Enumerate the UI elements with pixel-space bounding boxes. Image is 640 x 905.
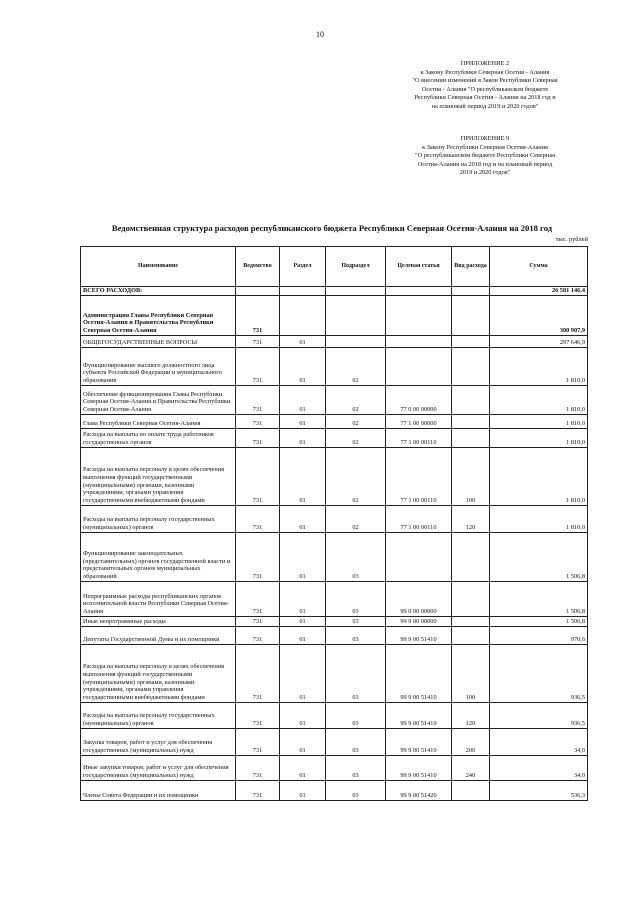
cell-target-article bbox=[386, 336, 452, 348]
cell-subsection: 02 bbox=[326, 429, 386, 448]
cell-ministry: 731 bbox=[236, 627, 280, 645]
cell-target-article: 99 9 00 51410 bbox=[386, 756, 452, 781]
appendix-2-line: на плановый период 2019 и 2020 годов" bbox=[431, 102, 539, 110]
cell-section: 01 bbox=[280, 429, 326, 448]
cell-expense-type bbox=[452, 617, 490, 627]
appendix-2-line: к Закону Республики Северная Осетия - Алания bbox=[420, 68, 550, 76]
cell-subsection: 02 bbox=[326, 448, 386, 506]
cell-section: 01 bbox=[280, 645, 326, 703]
cell-subsection: 03 bbox=[326, 582, 386, 617]
cell-name: Обеспечение функционирования Главы Республики Северная Осетия-Алания и Правительства Республики Северная Осетия-Алания bbox=[81, 386, 236, 415]
table-row bbox=[81, 287, 588, 296]
cell-subsection: 03 bbox=[326, 781, 386, 801]
table-row bbox=[81, 617, 588, 627]
cell-target-article: 99 9 00 51410 bbox=[386, 645, 452, 703]
cell-ministry: 731 bbox=[236, 296, 280, 336]
cell-name: Иные непрограммные расходы bbox=[81, 617, 236, 627]
header-expense-type: Вид расхода bbox=[452, 247, 490, 287]
cell-target-article: 77 1 00 00110 bbox=[386, 448, 452, 506]
cell-expense-type bbox=[452, 386, 490, 415]
cell-target-article: 77 0 00 00000 bbox=[386, 386, 452, 415]
cell-target-article: 99 9 00 51410 bbox=[386, 729, 452, 756]
cell-target-article: 77 1 00 00110 bbox=[386, 506, 452, 533]
cell-amount: 1 506,8 bbox=[490, 582, 588, 617]
cell-expense-type: 240 bbox=[452, 756, 490, 781]
header-amount: Сумма bbox=[490, 247, 588, 287]
cell-expense-type bbox=[452, 336, 490, 348]
cell-subsection: 03 bbox=[326, 617, 386, 627]
cell-expense-type bbox=[452, 415, 490, 429]
appendix-2-line: Осетия - Алания "О республиканском бюджете bbox=[421, 85, 549, 93]
cell-name: Непрограммные расходы республиканских органов исполнительной власти Республики Северная Осетия-Алания bbox=[81, 582, 236, 617]
cell-name: Администрация Главы Республики Северная Осетия-Алания и Правительства Республики Северная Осетия-Алания bbox=[81, 296, 236, 336]
cell-name: Расходы на выплаты персоналу в целях обеспечения выполнения функций государственными (муниципальными) органами, казенными учреждениями, органами управления государственными внебюджетными фондами bbox=[81, 645, 236, 703]
cell-amount: 970,6 bbox=[490, 627, 588, 645]
cell-section: 01 bbox=[280, 756, 326, 781]
cell-subsection: 03 bbox=[326, 756, 386, 781]
cell-section: 01 bbox=[280, 506, 326, 533]
cell-expense-type bbox=[452, 582, 490, 617]
table-row bbox=[81, 781, 588, 801]
cell-section: 01 bbox=[280, 415, 326, 429]
table-row bbox=[81, 703, 588, 729]
cell-amount: 1 506,8 bbox=[490, 533, 588, 582]
cell-target-article: 77 1 00 00000 bbox=[386, 415, 452, 429]
table-row bbox=[81, 729, 588, 756]
cell-expense-type bbox=[452, 287, 490, 296]
cell-name: Члены Совета Федерации и их помощники bbox=[81, 781, 236, 801]
cell-ministry: 731 bbox=[236, 781, 280, 801]
cell-subsection: 02 bbox=[326, 348, 386, 386]
cell-ministry: 731 bbox=[236, 756, 280, 781]
cell-subsection: 03 bbox=[326, 703, 386, 729]
cell-subsection: 03 bbox=[326, 645, 386, 703]
cell-section: 01 bbox=[280, 627, 326, 645]
cell-name: Расходы на выплаты персоналу в целях обеспечения выполнения функций государственными (муниципальными) органами, казенными учреждениями, органами управления государственными внебюджетными фондами bbox=[81, 448, 236, 506]
appendix-2-line: ПРИЛОЖЕНИЕ 2 bbox=[460, 60, 510, 67]
appendix-9-line: к Закону Республики Северная Осетия-Алания bbox=[422, 143, 548, 151]
table-row bbox=[81, 582, 588, 617]
cell-subsection: 03 bbox=[326, 533, 386, 582]
cell-target-article: 99 9 00 51410 bbox=[386, 703, 452, 729]
cell-target-article: 77 1 00 00110 bbox=[386, 429, 452, 448]
appendix-9-line: ПРИЛОЖЕНИЕ 9 bbox=[460, 135, 510, 142]
cell-name: Расходы на выплаты персоналу государственных (муниципальных) органов bbox=[81, 506, 236, 533]
cell-ministry: 731 bbox=[236, 617, 280, 627]
table-row bbox=[81, 627, 588, 645]
cell-ministry: 731 bbox=[236, 533, 280, 582]
header-ministry: Ведомство bbox=[236, 247, 280, 287]
appendix-2-header bbox=[380, 60, 590, 112]
cell-amount: 34,0 bbox=[490, 729, 588, 756]
cell-section: 01 bbox=[280, 617, 326, 627]
cell-name: Функционирование законодательных (представительных) органов государственной власти и представительных органов муниципальных образований bbox=[81, 533, 236, 582]
units-label: тыс. рублей bbox=[555, 236, 588, 243]
cell-ministry: 731 bbox=[236, 415, 280, 429]
cell-amount: 1 810,0 bbox=[490, 448, 588, 506]
cell-ministry: 731 bbox=[236, 582, 280, 617]
cell-target-article: 99 0 00 00000 bbox=[386, 582, 452, 617]
cell-amount: 1 810,0 bbox=[490, 386, 588, 415]
cell-amount: 936,5 bbox=[490, 703, 588, 729]
cell-amount: 1 810,0 bbox=[490, 429, 588, 448]
table-row bbox=[81, 386, 588, 415]
appendix-2-line: "О внесении изменений в Закон Республики Северная bbox=[412, 77, 558, 85]
cell-ministry: 731 bbox=[236, 448, 280, 506]
cell-name: Депутаты Государственной Думы и их помощники bbox=[81, 627, 236, 645]
cell-name: Закупка товаров, работ и услуг для обеспечения государственных (муниципальных) нужд bbox=[81, 729, 236, 756]
cell-section: 01 bbox=[280, 448, 326, 506]
cell-expense-type bbox=[452, 348, 490, 386]
table-row bbox=[81, 336, 588, 348]
cell-section: 01 bbox=[280, 386, 326, 415]
cell-amount: 300 907,9 bbox=[490, 296, 588, 336]
table-row bbox=[81, 448, 588, 506]
cell-expense-type bbox=[452, 533, 490, 582]
cell-section: 01 bbox=[280, 336, 326, 348]
cell-target-article: 99 9 00 51410 bbox=[386, 627, 452, 645]
cell-section: 01 bbox=[280, 703, 326, 729]
appendix-2-line: Республики Северная Осетия - Алания на 2018 год и bbox=[414, 94, 556, 102]
appendix-9-header bbox=[380, 135, 590, 178]
header-target-article: Целевая статья bbox=[386, 247, 452, 287]
cell-expense-type bbox=[452, 296, 490, 336]
cell-target-article: 99 9 00 51420 bbox=[386, 781, 452, 801]
cell-name: Глава Республики Северная Осетия-Алания bbox=[81, 415, 236, 429]
cell-name: ОБЩЕГОСУДАРСТВЕННЫЕ ВОПРОСЫ bbox=[81, 336, 236, 348]
cell-target-article: 99 9 00 00000 bbox=[386, 617, 452, 627]
appendix-9-line: "О республиканском бюджете Республики Северная bbox=[415, 152, 555, 160]
cell-ministry bbox=[236, 287, 280, 296]
cell-section: 01 bbox=[280, 729, 326, 756]
cell-expense-type bbox=[452, 781, 490, 801]
table-row bbox=[81, 645, 588, 703]
cell-subsection bbox=[326, 287, 386, 296]
cell-name: ВСЕГО РАСХОДОВ: bbox=[81, 287, 236, 296]
cell-section: 01 bbox=[280, 582, 326, 617]
cell-expense-type: 200 bbox=[452, 729, 490, 756]
cell-subsection: 02 bbox=[326, 386, 386, 415]
cell-subsection: 03 bbox=[326, 729, 386, 756]
cell-amount: 34,0 bbox=[490, 756, 588, 781]
header-subsection: Подраздел bbox=[326, 247, 386, 287]
cell-ministry: 731 bbox=[236, 703, 280, 729]
table-row bbox=[81, 296, 588, 336]
cell-amount: 297 646,9 bbox=[490, 336, 588, 348]
appendix-9-line: Осетия-Алания на 2018 год и на плановый период bbox=[417, 160, 553, 168]
cell-name: Расходы на выплаты персоналу государственных (муниципальных) органов bbox=[81, 703, 236, 729]
cell-section: 01 bbox=[280, 781, 326, 801]
table-header-row bbox=[81, 247, 588, 287]
cell-section bbox=[280, 287, 326, 296]
cell-subsection: 02 bbox=[326, 415, 386, 429]
cell-expense-type: 120 bbox=[452, 506, 490, 533]
cell-name: Функционирование высшего должностного лица субъекта Российской Федерации и муниципального образования bbox=[81, 348, 236, 386]
cell-section: 01 bbox=[280, 533, 326, 582]
cell-amount: 536,3 bbox=[490, 781, 588, 801]
cell-amount: 1 810,0 bbox=[490, 415, 588, 429]
cell-expense-type: 120 bbox=[452, 703, 490, 729]
cell-target-article bbox=[386, 296, 452, 336]
cell-section: 01 bbox=[280, 348, 326, 386]
cell-name: Иные закупки товаров, работ и услуг для обеспечения государственных (муниципальных) нужд bbox=[81, 756, 236, 781]
table-row bbox=[81, 429, 588, 448]
cell-amount: 1 810,0 bbox=[490, 348, 588, 386]
cell-ministry: 731 bbox=[236, 429, 280, 448]
cell-expense-type bbox=[452, 627, 490, 645]
document-title: Ведомственная структура расходов республиканского бюджета Республики Северная Осетия-Алания на 2018 год bbox=[111, 223, 553, 233]
page-number: 10 bbox=[316, 30, 324, 39]
cell-section bbox=[280, 296, 326, 336]
table-row bbox=[81, 533, 588, 582]
cell-ministry: 731 bbox=[236, 348, 280, 386]
cell-subsection bbox=[326, 336, 386, 348]
cell-ministry: 731 bbox=[236, 386, 280, 415]
expenditure-table bbox=[80, 246, 588, 801]
cell-expense-type bbox=[452, 429, 490, 448]
table-row bbox=[81, 415, 588, 429]
cell-subsection: 03 bbox=[326, 627, 386, 645]
header-name: Наименование bbox=[81, 247, 236, 287]
appendix-9-line: 2019 и 2020 годов" bbox=[459, 169, 511, 177]
cell-subsection bbox=[326, 296, 386, 336]
cell-name: Расходы на выплаты по оплате труда работников государственных органов bbox=[81, 429, 236, 448]
cell-expense-type: 100 bbox=[452, 645, 490, 703]
cell-subsection: 02 bbox=[326, 506, 386, 533]
cell-ministry: 731 bbox=[236, 645, 280, 703]
cell-ministry: 731 bbox=[236, 729, 280, 756]
table-row bbox=[81, 756, 588, 781]
table-row bbox=[81, 348, 588, 386]
cell-target-article bbox=[386, 348, 452, 386]
header-section: Раздел bbox=[280, 247, 326, 287]
cell-amount: 26 581 146,4 bbox=[490, 287, 588, 296]
cell-amount: 1 810,0 bbox=[490, 506, 588, 533]
cell-ministry: 731 bbox=[236, 506, 280, 533]
cell-ministry: 731 bbox=[236, 336, 280, 348]
cell-target-article bbox=[386, 533, 452, 582]
cell-amount: 936,5 bbox=[490, 645, 588, 703]
cell-target-article bbox=[386, 287, 452, 296]
table-row bbox=[81, 506, 588, 533]
cell-amount: 1 506,8 bbox=[490, 617, 588, 627]
cell-expense-type: 100 bbox=[452, 448, 490, 506]
